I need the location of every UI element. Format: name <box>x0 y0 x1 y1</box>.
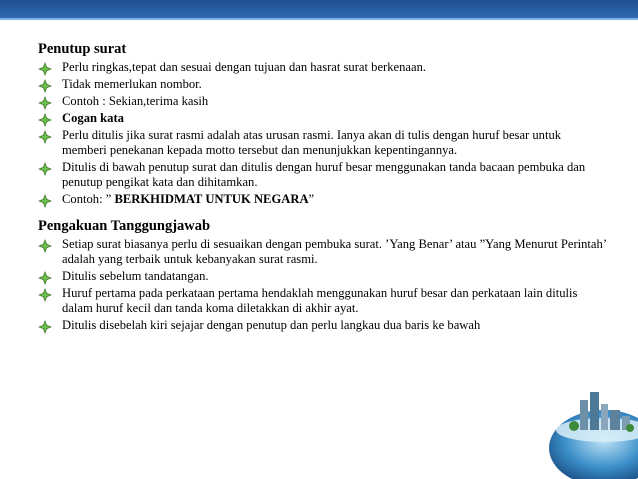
list-item <box>38 237 608 267</box>
item-text: Tidak memerlukan nombor. <box>62 77 202 91</box>
list-item <box>38 111 608 126</box>
diamond-bullet-icon <box>38 194 52 208</box>
item-text: Huruf pertama pada perkataan pertama hendaklah menggunakan huruf besar dan perkataan lain ditulis dalam huruf kecil dan tanda koma diletakkan di akhir ayat. <box>62 286 578 315</box>
diamond-bullet-icon <box>38 130 52 144</box>
banner-divider <box>0 18 638 20</box>
item-text: Setiap surat biasanya perlu di sesuaikan dengan pembuka surat. ’Yang Benar’ atau ”Yang Menurut Perintah’ adalah yang terbaik untuk kebanyakan surat rasmi. <box>62 237 607 266</box>
top-banner <box>0 0 638 18</box>
diamond-bullet-icon <box>38 271 52 285</box>
diamond-bullet-icon <box>38 162 52 176</box>
diamond-bullet-icon <box>38 320 52 334</box>
section-heading-pengakuan: Pengakuan Tanggungjawab <box>38 218 211 234</box>
item-text: Perlu ditulis jika surat rasmi adalah atas urusan rasmi. Ianya akan di tulis dengan huruf besar untuk memberi penekanan kepada motto tersebut dan menunjukkan kepentingannya. <box>62 128 562 157</box>
list-item <box>38 160 608 190</box>
item-text: Ditulis sebelum tandatangan. <box>62 269 209 283</box>
subheading-cogan-kata: Cogan kata <box>62 111 124 125</box>
example-prefix: Contoh: ” <box>62 192 115 206</box>
slide-content <box>38 40 608 335</box>
item-text: Ditulis di bawah penutup surat dan ditulis dengan huruf besar menggunakan tanda bacaan pembuka dan penutup pengikat kata dan dihitamkan. <box>62 160 586 189</box>
item-text: Perlu ringkas,tepat dan sesuai dengan tujuan dan hasrat surat berkenaan. <box>62 60 427 74</box>
globe-city-image <box>544 386 638 479</box>
diamond-bullet-icon <box>38 239 52 253</box>
list-item <box>38 192 608 207</box>
section-heading-penutup: Penutup surat <box>38 41 127 57</box>
diamond-bullet-icon <box>38 96 52 110</box>
list-item <box>38 286 608 316</box>
list-item <box>38 269 608 284</box>
list-item <box>38 60 608 75</box>
list-item <box>38 128 608 158</box>
list-item <box>38 318 608 333</box>
diamond-bullet-icon <box>38 62 52 76</box>
example-suffix: ” <box>308 192 315 206</box>
item-text: Ditulis disebelah kiri sejajar dengan penutup dan perlu langkau dua baris ke bawah <box>62 318 481 332</box>
diamond-bullet-icon <box>38 288 52 302</box>
list-item <box>38 77 608 92</box>
item-text: Contoh : Sekian,terima kasih <box>62 94 209 108</box>
diamond-bullet-icon <box>38 113 52 127</box>
list-item <box>38 94 608 109</box>
diamond-bullet-icon <box>38 79 52 93</box>
motto-text: BERKHIDMAT UNTUK NEGARA <box>114 192 309 206</box>
